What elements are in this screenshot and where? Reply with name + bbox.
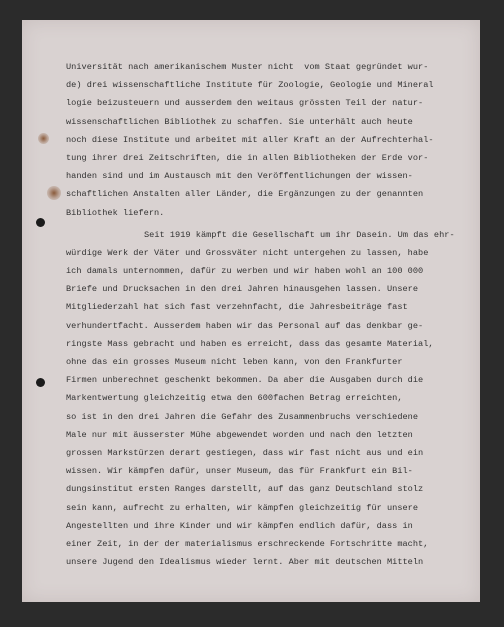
text-line: so ist in den drei Jahren die Gefahr des Zusammenbruchs verschiedene [66,411,419,422]
text-line: Universität nach amerikanischem Muster nicht vom Staat gegründet wur- [66,62,429,72]
paragraph-1 [66,58,466,222]
text-line: tung ihrer drei Zeitschriften, die in allen Bibliotheken der Erde vor- [66,152,429,163]
text-line: Angestellten und ihre Kinder und wir kämpfen endlich dafür, dass in [66,520,413,531]
text-line: wissen. Wir kämpfen dafür, unser Museum, das für Frankfurt ein Bil- [66,466,413,477]
text-line: Mitgliederzahl hat sich fast verzehnfacht, die Jahresbeiträge fast [66,302,408,313]
text-line: einer Zeit, in der der materialismus erschreckende Fortschritte macht, [66,538,429,549]
rust-stain-upper [38,133,49,144]
text-line: Bibliothek liefern. [66,207,165,218]
text-line: verhundertfacht. Ausserdem haben wir das Personal auf das denkbar ge- [66,320,424,331]
text-line: wissenschaftlichen Bibliothek zu schaffen. Sie unterhält auch heute [66,116,413,127]
paragraph-2 [66,226,466,572]
text-line: ohne das ein grosses Museum nicht leben kann, von den Frankfurter [66,357,403,367]
text-line: logie beizusteuern und ausserdem den weitaus grössten Teil der natur- [66,98,424,109]
typewritten-text [66,58,466,571]
punch-hole-top [36,218,45,227]
text-line: Firmen unberechnet geschenkt bekommen. Da aber die Ausgaben durch die [66,375,424,386]
text-line: ich damals unternommen, dafür zu werben und wir haben wohl an 100 000 [66,266,424,277]
text-line: dungsinstitut ersten Ranges darstellt, auf das ganz Deutschland stolz [66,484,424,495]
text-line: unsere Jugend den Idealismus wieder lernt. Aber mit deutschen Mitteln [66,557,424,568]
text-line: Male nur mit äusserster Mühe abgewendet worden und nach den letzten [66,429,413,440]
text-line-indented: Seit 1919 kämpft die Gesellschaft um ihr Dasein. Um das ehr- [144,229,455,240]
rust-stain-lower [47,186,61,200]
text-line: handen sind und im Austausch mit den Veröffentlichungen der wissen- [66,171,413,182]
text-line: würdige Werk der Väter und Grossväter nicht untergehen zu lassen, habe [66,247,429,258]
text-line: sein kann, aufrecht zu erhalten, wir kämpfen gleichzeitig für unsere [66,502,419,513]
text-line: ringste Mass gebracht und haben es erreicht, dass das gesamte Material, [66,338,434,349]
text-line: noch diese Institute und arbeitet mit aller Kraft an der Aufrechterhal- [66,134,434,145]
text-line: Markentwertung gleichzeitig etwa den 600fachen Betrag erreichten, [66,393,403,404]
text-line: grossen Markstürzen derart gestiegen, dass wir fast nicht aus und ein [66,447,424,458]
text-line: Briefe und Drucksachen in den drei Jahren hinausgehen lassen. Unsere [66,284,419,295]
text-line: schaftlichen Anstalten aller Länder, die Ergänzungen zu der genannten [66,189,424,200]
text-line: de) drei wissenschaftliche Institute für Zoologie, Geologie und Mineral [66,80,434,91]
punch-hole-bottom [36,378,45,387]
